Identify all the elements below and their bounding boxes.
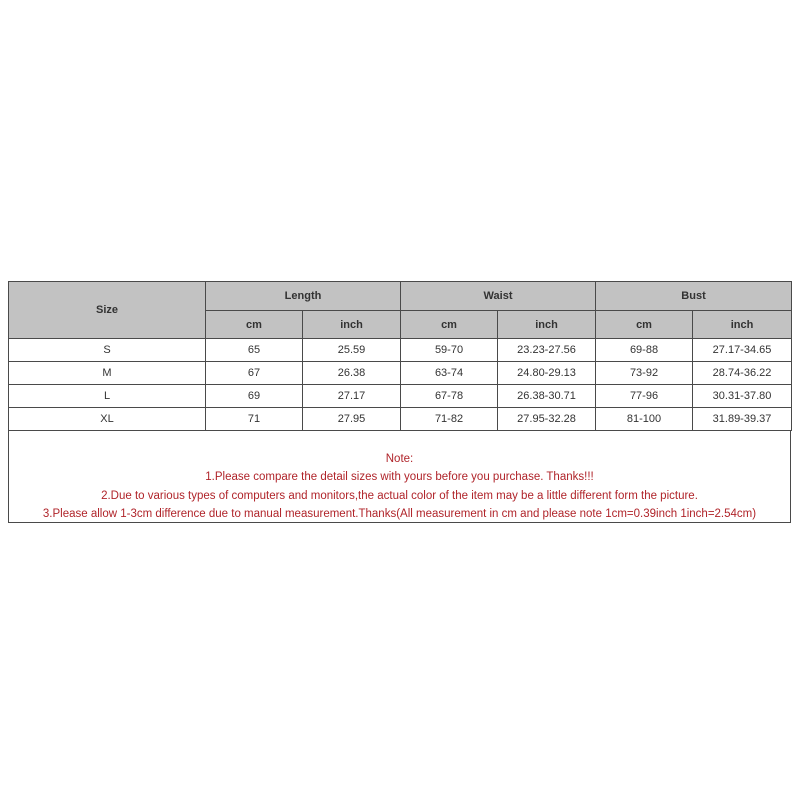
table-cell: 67	[206, 362, 303, 385]
table-row	[9, 362, 792, 385]
unit-header: cm	[206, 311, 303, 339]
table-cell: 71-82	[401, 408, 498, 431]
note-line: 2.Due to various types of computers and monitors,the actual color of the item may be a little different form the picture.	[101, 489, 698, 502]
size-label-cell: S	[9, 339, 206, 362]
table-row	[9, 408, 792, 431]
length-group-header: Length	[206, 282, 401, 311]
table-cell: 30.31-37.80	[693, 385, 792, 408]
table-cell: 73-92	[596, 362, 693, 385]
size-label-cell: M	[9, 362, 206, 385]
unit-header: cm	[401, 311, 498, 339]
note-title: Note:	[385, 453, 414, 465]
size-label-cell: L	[9, 385, 206, 408]
table-cell: 27.17	[303, 385, 401, 408]
note-line: 3.Please allow 1-3cm difference due to manual measurement.Thanks(All measurement in cm and please note 1cm=0.39inch 1inch=2.54cm)	[42, 507, 757, 520]
table-cell: 63-74	[401, 362, 498, 385]
size-chart	[8, 281, 791, 523]
table-cell: 27.95-32.28	[498, 408, 596, 431]
bust-group-header: Bust	[596, 282, 792, 311]
notes-box	[8, 431, 791, 523]
size-table	[8, 281, 792, 431]
unit-header: inch	[693, 311, 792, 339]
table-cell: 27.17-34.65	[693, 339, 792, 362]
table-cell: 26.38	[303, 362, 401, 385]
table-cell: 67-78	[401, 385, 498, 408]
table-cell: 69-88	[596, 339, 693, 362]
table-cell: 26.38-30.71	[498, 385, 596, 408]
table-cell: 24.80-29.13	[498, 362, 596, 385]
note-line: 1.Please compare the detail sizes with yours before you purchase. Thanks!!!	[205, 471, 594, 484]
table-row	[9, 385, 792, 408]
table-cell: 71	[206, 408, 303, 431]
table-header	[9, 282, 792, 339]
table-cell: 81-100	[596, 408, 693, 431]
table-cell: 31.89-39.37	[693, 408, 792, 431]
table-cell: 69	[206, 385, 303, 408]
table-cell: 28.74-36.22	[693, 362, 792, 385]
table-cell: 27.95	[303, 408, 401, 431]
unit-header: inch	[303, 311, 401, 339]
table-cell: 59-70	[401, 339, 498, 362]
table-body	[9, 339, 792, 431]
waist-group-header: Waist	[401, 282, 596, 311]
table-row	[9, 339, 792, 362]
unit-header: cm	[596, 311, 693, 339]
group-header-row	[9, 282, 792, 311]
size-label-cell: XL	[9, 408, 206, 431]
table-cell: 77-96	[596, 385, 693, 408]
unit-header: inch	[498, 311, 596, 339]
table-cell: 25.59	[303, 339, 401, 362]
table-cell: 23.23-27.56	[498, 339, 596, 362]
size-column-header: Size	[9, 282, 206, 339]
table-cell: 65	[206, 339, 303, 362]
